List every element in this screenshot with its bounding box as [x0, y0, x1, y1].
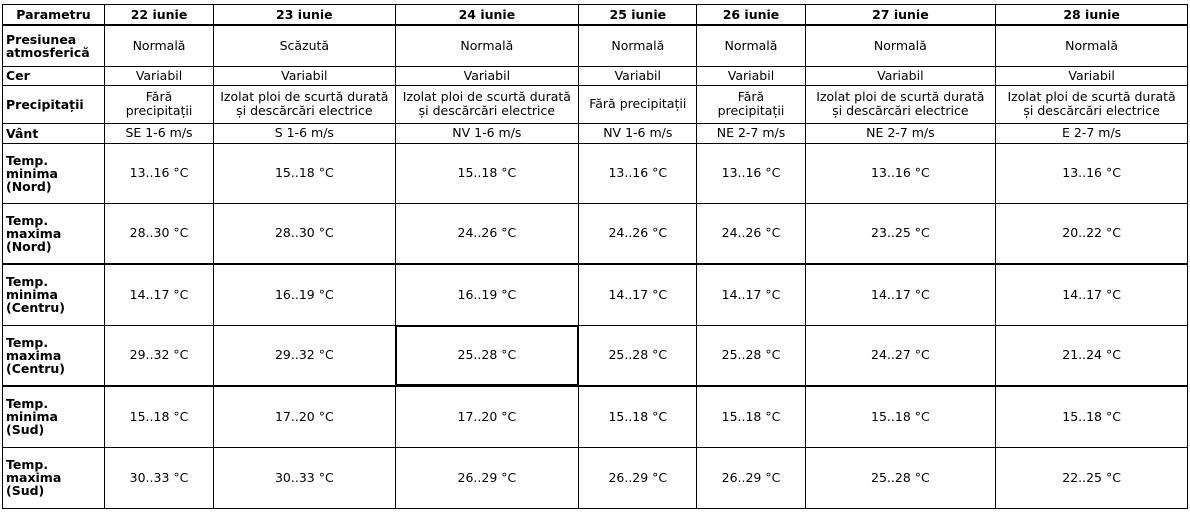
value-cell	[395, 85, 579, 123]
cell-text: 13..16 °C	[129, 165, 189, 180]
cell-text: Variabil	[877, 67, 924, 83]
row-wind	[3, 123, 1188, 143]
parameter-label	[3, 386, 105, 447]
cell-text: Fără	[145, 89, 173, 104]
cell-text: 15..18 °C	[1062, 408, 1121, 424]
value-cell	[395, 386, 579, 447]
parameter-label-line: Temp.	[6, 212, 49, 228]
cell-text: și descărcări electrice	[1023, 103, 1160, 118]
cell-text: Normală	[873, 37, 927, 53]
parameter-label-line: Presiunea	[6, 31, 77, 47]
cell-text: Fără	[737, 89, 765, 104]
cell-text: Fără precipitații	[589, 96, 687, 111]
cell-text: 24..26 °C	[457, 225, 517, 241]
cell-text: 14..17 °C	[129, 286, 189, 302]
value-cell	[214, 264, 396, 325]
cell-text: 24..26 °C	[721, 225, 781, 241]
value-cell	[214, 123, 396, 143]
parameter-label-line: (Sud)	[6, 483, 45, 498]
cell-text: 29..32 °C	[274, 347, 334, 363]
parameter-label	[3, 66, 105, 85]
value-cell	[805, 203, 996, 264]
value-cell	[996, 123, 1188, 143]
cell-text: 22..25 °C	[1062, 469, 1121, 485]
cell-text: Normală	[132, 37, 186, 53]
value-cell	[579, 85, 697, 123]
row-temp-min-south	[3, 386, 1188, 447]
value-cell	[104, 386, 213, 447]
cell-text: Variabil	[1068, 67, 1115, 83]
cell-text: 20..22 °C	[1062, 225, 1121, 241]
cell-text: 14..17 °C	[1062, 286, 1121, 302]
cell-text: 28..30 °C	[274, 225, 334, 241]
cell-text: 15..18 °C	[274, 165, 334, 180]
parameter-label-line: Vânt	[6, 125, 39, 141]
parameter-label	[3, 203, 105, 264]
value-cell	[395, 447, 579, 508]
cell-text: 25..28 °C	[721, 347, 781, 363]
header-day: 28 iunie	[996, 5, 1188, 26]
parameter-label-line: minima	[6, 287, 58, 303]
parameter-label-line: (Sud)	[6, 422, 45, 438]
header-day: 24 iunie	[395, 5, 579, 26]
cell-text: 17..20 °C	[274, 408, 334, 424]
value-cell	[697, 143, 805, 203]
value-cell	[996, 203, 1188, 264]
row-pressure	[3, 25, 1188, 66]
value-cell	[579, 123, 697, 143]
cell-text: 26..29 °C	[457, 469, 517, 485]
cell-text: și descărcări electrice	[418, 103, 556, 118]
cell-text: 15..18 °C	[721, 408, 781, 424]
cell-text: 30..33 °C	[129, 469, 189, 485]
parameter-label	[3, 123, 105, 143]
value-cell	[996, 325, 1188, 386]
header-row	[3, 5, 1188, 26]
parameter-label	[3, 447, 105, 508]
cell-text: NV 1-6 m/s	[452, 125, 522, 140]
row-sky	[3, 66, 1188, 85]
cell-text: S 1-6 m/s	[274, 125, 334, 140]
value-cell	[697, 447, 805, 508]
cell-text: precipitații	[125, 103, 193, 118]
value-cell	[104, 447, 213, 508]
value-cell	[214, 447, 396, 508]
cell-text: E 2-7 m/s	[1062, 125, 1122, 140]
cell-text: Scăzută	[279, 37, 330, 53]
parameter-label-line: minima	[6, 409, 58, 425]
value-cell	[214, 143, 396, 203]
cell-text: 29..32 °C	[129, 347, 189, 363]
value-cell	[996, 264, 1188, 325]
value-cell	[996, 386, 1188, 447]
value-cell	[996, 143, 1188, 203]
row-precipitation	[3, 85, 1188, 123]
cell-text: NE 2-7 m/s	[866, 125, 935, 140]
parameter-label-line: maxima	[6, 347, 62, 363]
cell-text: și descărcări electrice	[832, 103, 969, 118]
parameter-label-line: Temp.	[6, 152, 49, 168]
value-cell	[104, 123, 213, 143]
value-cell	[214, 203, 396, 264]
value-cell	[805, 85, 996, 123]
cell-text: Izolat ploi de scurtă durată	[220, 89, 389, 104]
value-cell	[996, 66, 1188, 85]
parameter-label-line: Precipitații	[6, 96, 84, 112]
cell-text: 13..16 °C	[1062, 165, 1121, 180]
header-day: 26 iunie	[697, 5, 805, 26]
value-cell	[579, 447, 697, 508]
value-cell	[996, 447, 1188, 508]
cell-text: 26..29 °C	[721, 469, 781, 485]
cell-text: 25..28 °C	[871, 469, 930, 485]
value-cell	[805, 66, 996, 85]
value-cell	[395, 123, 579, 143]
cell-text: Variabil	[281, 67, 328, 83]
value-cell	[697, 25, 805, 66]
parameter-label-line: minima	[6, 165, 58, 181]
value-cell	[395, 264, 579, 325]
row-temp-min-north	[3, 143, 1188, 203]
value-cell	[697, 203, 805, 264]
value-cell	[996, 85, 1188, 123]
value-cell	[996, 25, 1188, 66]
parameter-label	[3, 143, 105, 203]
value-cell	[579, 25, 697, 66]
cell-text: 15..18 °C	[608, 408, 668, 424]
cell-text: Variabil	[614, 67, 661, 83]
value-cell	[104, 85, 213, 123]
row-temp-max-north	[3, 203, 1188, 264]
value-cell	[104, 264, 213, 325]
cell-text: Normală	[460, 37, 514, 53]
header-day: 27 iunie	[805, 5, 996, 26]
parameter-label-line: (Centru)	[6, 360, 66, 376]
value-cell	[697, 66, 805, 85]
value-cell	[697, 85, 805, 123]
parameter-label-line: (Nord)	[6, 178, 52, 194]
value-cell	[805, 25, 996, 66]
cell-text: Variabil	[135, 67, 183, 83]
value-cell	[214, 325, 396, 386]
cell-text: NE 2-7 m/s	[716, 125, 786, 140]
value-cell	[214, 85, 396, 123]
selected-cell[interactable]	[395, 325, 579, 386]
cell-text: 26..29 °C	[608, 469, 668, 485]
header-day: 22 iunie	[104, 5, 213, 26]
cell-text: Variabil	[463, 67, 511, 83]
value-cell	[697, 325, 805, 386]
value-cell	[579, 203, 697, 264]
parameter-label-line: Cer	[6, 68, 30, 83]
cell-text: 15..18 °C	[871, 408, 930, 424]
value-cell	[805, 264, 996, 325]
value-cell	[395, 143, 579, 203]
value-cell	[395, 66, 579, 85]
cell-text: Normală	[611, 37, 665, 53]
row-temp-max-center	[3, 325, 1188, 386]
cell-text: Variabil	[727, 67, 775, 83]
cell-text: NV 1-6 m/s	[603, 125, 673, 140]
cell-text: Izolat ploi de scurtă durată	[816, 89, 985, 104]
cell-text: SE 1-6 m/s	[125, 125, 193, 140]
cell-text: 14..17 °C	[871, 286, 930, 302]
cell-text: 24..27 °C	[871, 347, 930, 363]
header-day: 25 iunie	[579, 5, 697, 26]
parameter-label	[3, 25, 105, 66]
parameter-label-line: Temp.	[6, 334, 49, 350]
value-cell	[395, 25, 579, 66]
value-cell	[579, 143, 697, 203]
cell-text: 13..16 °C	[608, 165, 668, 180]
cell-text: 28..30 °C	[129, 225, 189, 241]
value-cell	[805, 447, 996, 508]
parameter-label-line: maxima	[6, 470, 62, 485]
cell-text: 23..25 °C	[871, 225, 930, 241]
cell-text: 25..28 °C	[608, 347, 668, 363]
forecast-table	[2, 4, 1188, 509]
value-cell	[579, 66, 697, 85]
value-cell	[214, 25, 396, 66]
value-cell	[697, 123, 805, 143]
parameter-label-line: (Centru)	[6, 300, 66, 316]
parameter-label-line: atmosferică	[6, 44, 90, 60]
cell-text: 15..18 °C	[457, 165, 517, 180]
cell-text: 24..26 °C	[608, 225, 668, 241]
value-cell	[579, 386, 697, 447]
cell-text: Izolat ploi de scurtă durată	[1007, 89, 1176, 104]
value-cell	[579, 264, 697, 325]
header-day: 23 iunie	[214, 5, 396, 26]
parameter-label-line: Temp.	[6, 396, 49, 412]
header-parameter: Parametru	[3, 5, 105, 26]
cell-text: 13..16 °C	[721, 165, 781, 180]
value-cell	[214, 386, 396, 447]
value-cell	[104, 203, 213, 264]
cell-text: 21..24 °C	[1062, 347, 1121, 363]
value-cell	[104, 325, 213, 386]
parameter-label	[3, 264, 105, 325]
value-cell	[579, 325, 697, 386]
value-cell	[104, 25, 213, 66]
cell-text: Normală	[724, 37, 778, 53]
value-cell	[805, 123, 996, 143]
cell-text: 16..19 °C	[457, 286, 517, 302]
cell-text: 13..16 °C	[871, 165, 930, 180]
value-cell	[697, 386, 805, 447]
value-cell	[805, 386, 996, 447]
cell-text: 14..17 °C	[608, 286, 668, 302]
cell-text: 17..20 °C	[457, 408, 517, 424]
row-temp-min-center	[3, 264, 1188, 325]
parameter-label	[3, 325, 105, 386]
cell-text: 15..18 °C	[129, 408, 189, 424]
cell-text: Izolat ploi de scurtă durată	[402, 89, 571, 104]
parameter-label-line: (Nord)	[6, 238, 52, 254]
value-cell	[104, 66, 213, 85]
value-cell	[104, 143, 213, 203]
parameter-label-line: Temp.	[6, 274, 49, 290]
parameter-label-line: maxima	[6, 225, 62, 241]
cell-text: Normală	[1065, 37, 1119, 53]
row-temp-max-south	[3, 447, 1188, 508]
cell-text: și descărcări electrice	[236, 103, 373, 118]
value-cell	[395, 203, 579, 264]
cell-text: 16..19 °C	[274, 286, 334, 302]
parameter-label-line: Temp.	[6, 457, 49, 472]
cell-text: 30..33 °C	[274, 469, 334, 485]
cell-text: precipitații	[717, 103, 785, 118]
value-cell	[805, 325, 996, 386]
value-cell	[214, 66, 396, 85]
value-cell	[805, 143, 996, 203]
cell-text: 14..17 °C	[721, 286, 781, 302]
parameter-label	[3, 85, 105, 123]
value-cell	[697, 264, 805, 325]
cell-text: 25..28 °C	[457, 347, 517, 363]
